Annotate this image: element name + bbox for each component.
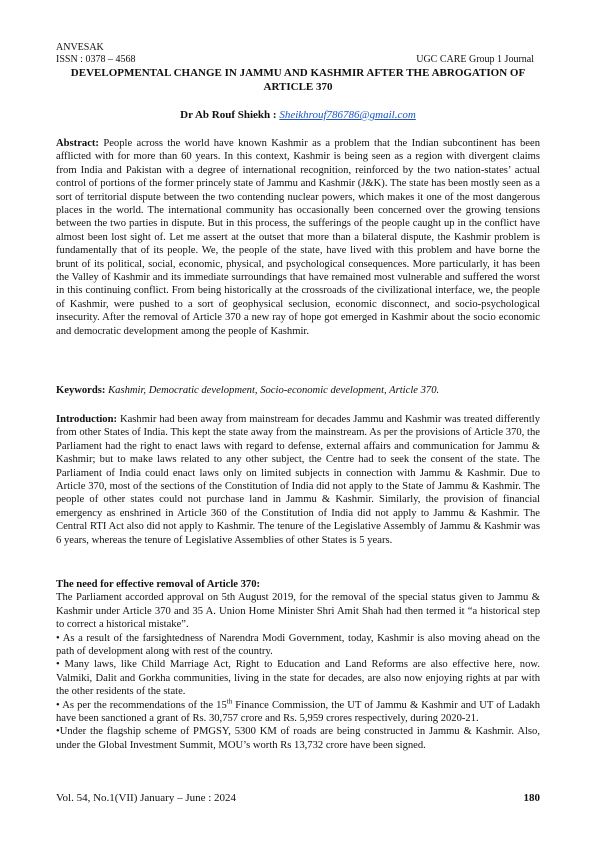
abstract-section: [56, 137, 540, 338]
author-email[interactable]: Sheikhrouf786786@gmail.com: [279, 109, 416, 121]
need-intro: The Parliament accorded approval on 5th August 2019, for the removal of the special status given to Jammu & Kashmir under Article 370 and 35 A. Union Home Minister Shri Amit Shah had then termed it “a historical step to correct a historical mistake”.: [56, 592, 540, 631]
footer-volume: Vol. 54, No.1(VII) January – June : 2024: [56, 792, 237, 804]
bullet-item: • As per the recommendations of the 15th Finance Commission, the UT of Jammu & Kashmir and UT of Ladakh have been sanctioned a grant of Rs. 30,757 crore and Rs. 5,959 crores respectively, during 2020-21.: [56, 697, 541, 725]
abstract-label: Abstract:: [56, 138, 99, 149]
abstract-text: People across the world have known Kashmir as a problem that the Indian subcontinent has been afflicted with for more than 60 years. In this context, Kashmir is being seen as a region with divergent claims from India and Pakistan with a degree of international recognition, reinforced by the two nation-states’ actual control of portions of the former princely state of Jammu and Kashmir (J&K). The state has been mostly seen as a sort of territorial dispute between the two contending nuclear powers, which makes it one of the most dangerous places in the world. The international community has occasionally been concerned over the growing tensions between the two parties in dispute. But in this process, the sufferings of the people caught up in the conflict have almost been lost sight of. Let me assert at the outset that more than a bilateral dispute, the Kashmir problem is fundamentally that of its people. We, the people of the state, have lived with this problem and have borne the brunt of its political, social, economic, physical, and psychological consequences. More particularly, it has been the Valley of Kashmir and its immediate surroundings that have remained most vulnerable and suffered the worst in this continuing conflict. From being historically at the crossroads of the civilizational interface, we, the people of Kashmir, were pushed to a sort of geophysical seclusion, economic disconnect, and socio-psychological insecurity. After the removal of Article 370 a new ray of hope got emerged in Kashmir about the socio economic and democratic development among the people of Kashmir.: [56, 138, 540, 337]
need-section: [56, 578, 540, 752]
keywords-section: [56, 384, 540, 397]
bullet-item: • As a result of the farsightedness of Narendra Modi Government, today, Kashmir is also moving ahead on the path of development along with rest of the country.: [56, 632, 540, 658]
author-name: Dr Ab Rouf Shiekh :: [180, 109, 277, 121]
need-heading: The need for effective removal of Article 370:: [56, 579, 261, 590]
bullet-item: • Many laws, like Child Marriage Act, Right to Education and Land Reforms are also effective here, now. Valmiki, Dalit and Gorkha communities, living in the state for decades, are also now enjoying rights at par with the other residents of the state.: [56, 659, 540, 698]
bullet-item: •Under the flagship scheme of PMGSY, 5300 KM of roads are being constructed in Jammu & Kashmir. Also, under the Global Investment Summit, MOU’s worth Rs 13,732 crore have been signed.: [56, 726, 540, 751]
keywords-label: Keywords:: [56, 385, 106, 396]
paper-title: DEVELOPMENTAL CHANGE IN JAMMU AND KASHMIR AFTER THE ABROGATION OF ARTICLE 370: [70, 67, 526, 93]
keywords-text: Kashmir, Democratic development, Socio-economic development, Article 370.: [108, 385, 440, 396]
author-line: [56, 108, 540, 122]
page-number: 180: [523, 792, 540, 804]
ugc-care-label: UGC CARE Group 1 Journal: [416, 54, 534, 65]
introduction-section: [56, 413, 540, 547]
introduction-label: Introduction:: [56, 414, 118, 425]
introduction-text: Kashmir had been away from mainstream for decades Jammu and Kashmir was treated differently from other States of India. This kept the state away from the mainstream. As per the provisions of Article 370, the Parliament had the right to enact laws with regard to defense, external affairs and communication for Jammu & Kashmir; but to make laws related to any other subject, the Centre had to seek the consent of the state. The Parliament of India could enact laws only on limited subjects in connection with Jammu & Kashmir. Due to Article 370, most of the sections of the Constitution of India did not apply to the State of Jammu & Kashmir. The people of other states could not purchase land in Jammu & Kashmir. Similarly, the provision of financial emergency as enshrined in Article 360 of the Constitution of India did not apply to Jammu & Kashmir. The Central RTI Act also did not apply to Kashmir. The tenure of the Legislative Assembly of Jammu & Kashmir was 6 years, whereas the tenure of Legislative Assemblies of other States is 5 years.: [56, 414, 541, 546]
journal-name: ANVESAK: [56, 42, 104, 53]
issn: ISSN : 0378 – 4568: [56, 54, 136, 65]
